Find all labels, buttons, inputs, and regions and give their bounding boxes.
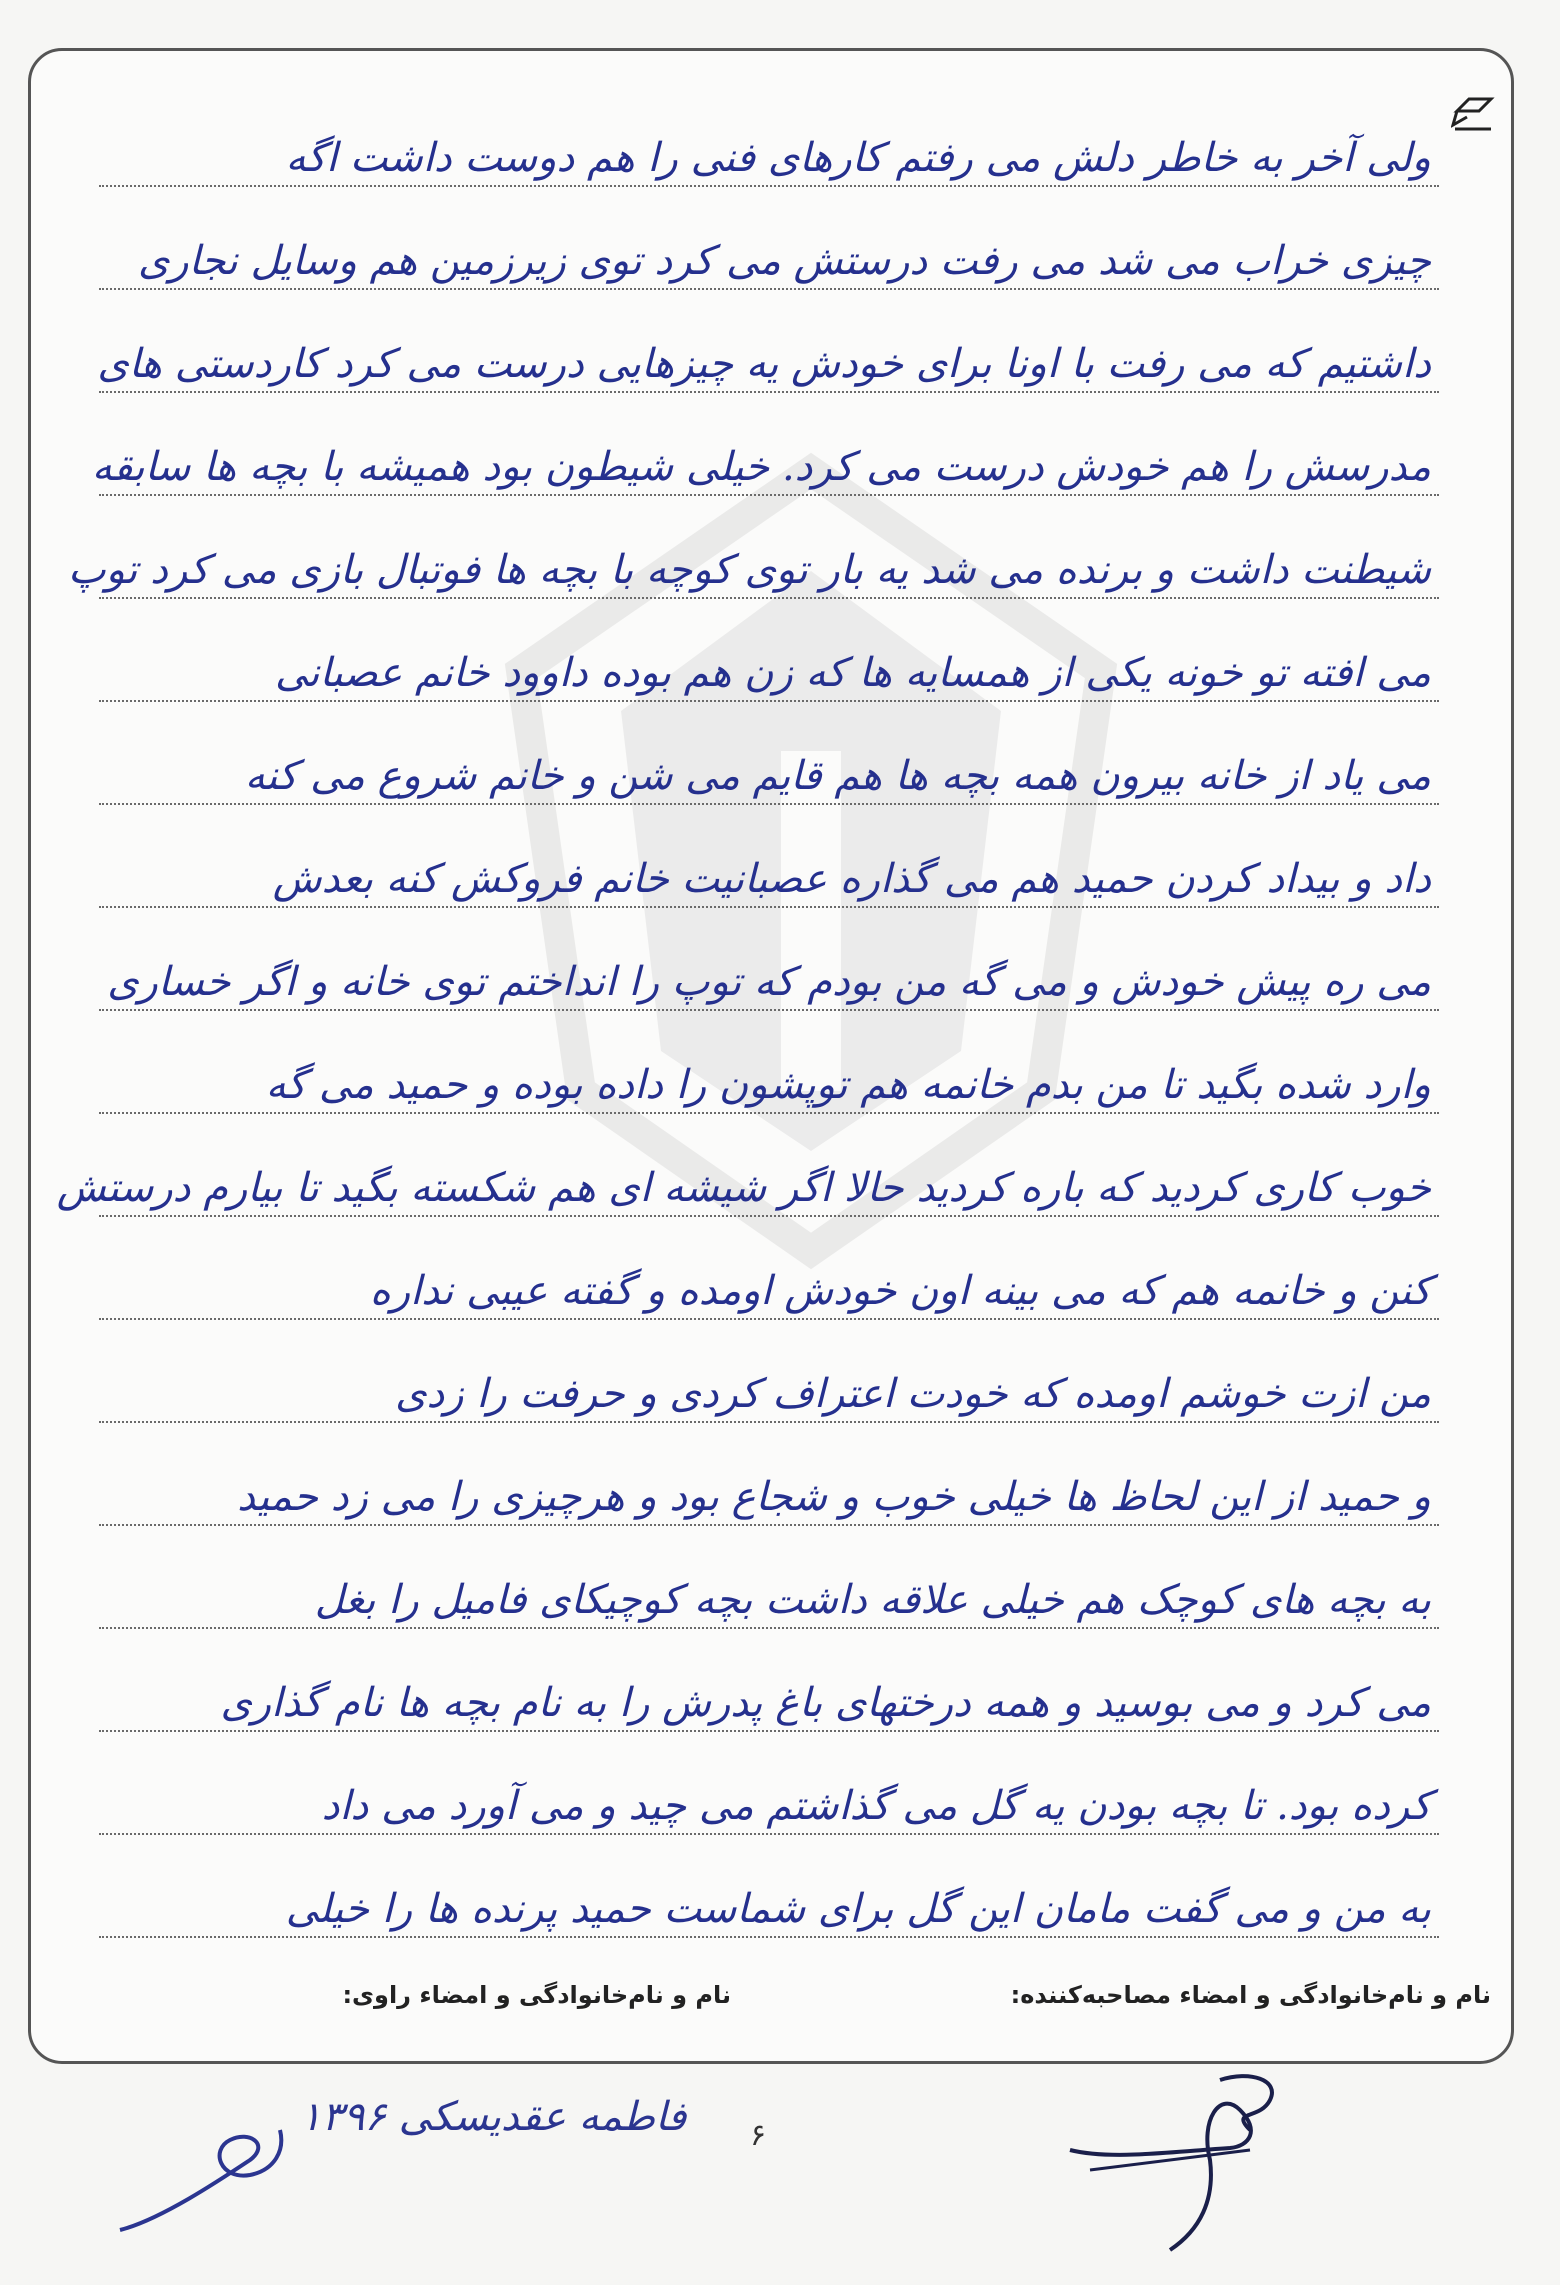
interviewer-signature <box>1050 2060 1310 2270</box>
line-text: می ره پیش خودش و می گه من بودم که توپ را انداختم توی خانه و اگر خساری <box>107 959 1431 1005</box>
line-text: می یاد از خانه بیرون همه بچه ها هم قایم می شن و خانم شروع می کنه <box>244 753 1431 799</box>
narrator-signature-text: فاطمه عقدیسکی ۱۳۹۶ <box>300 2094 687 2140</box>
handwritten-line <box>99 194 1439 290</box>
handwritten-line <box>56 1121 1439 1217</box>
handwritten-line <box>99 297 1439 393</box>
page-frame <box>28 48 1514 2064</box>
handwritten-line <box>99 1224 1439 1320</box>
handwritten-line <box>67 503 1439 599</box>
line-text: خوب کاری کردید که باره کردید حالا اگر شیشه ای هم شکسته بگید تا بیارم درستش <box>56 1165 1431 1211</box>
line-text: و حمید از این لحاظ ها خیلی خوب و شجاع بود و هرچیزی را می زد حمید <box>237 1474 1431 1520</box>
text-lines <box>31 51 1511 2061</box>
handwritten-line <box>99 915 1439 1011</box>
page-number: ۶ <box>750 2118 767 2153</box>
line-text: داشتیم که می رفت با اونا برای خودش یه چیزهایی درست می کرد کاردستی های <box>97 341 1431 387</box>
interviewer-label: نام و نام‌خانوادگی و امضاء مصاحبه‌کننده: <box>1010 1981 1491 2009</box>
handwritten-line <box>99 1018 1439 1114</box>
handwritten-line <box>99 1327 1439 1423</box>
handwritten-line <box>99 1636 1439 1732</box>
handwritten-line <box>99 91 1439 187</box>
handwritten-line <box>99 1533 1439 1629</box>
line-text: ولی آخر به خاطر دلش می رفتم کارهای فنی را هم دوست داشت اگه <box>285 135 1431 181</box>
handwritten-line <box>99 606 1439 702</box>
line-text: چیزی خراب می شد می رفت درستش می کرد توی زیرزمین هم وسایل نجاری <box>137 238 1431 284</box>
signature-labels <box>31 1981 1511 2041</box>
narrator-signature-flourish <box>100 2100 300 2250</box>
handwritten-line <box>91 400 1439 496</box>
handwritten-line <box>99 1739 1439 1835</box>
line-text: می افته تو خونه یکی از همسایه ها که زن هم بوده داوود خانم عصبانی <box>274 650 1431 696</box>
narrator-label: نام و نام‌خانوادگی و امضاء راوی: <box>342 1981 731 2009</box>
below-frame-area <box>0 2060 1560 2285</box>
line-text: داد و بیداد کردن حمید هم می گذاره عصبانیت خانم فروکش کنه بعدش <box>272 856 1431 902</box>
line-text: مدرسش را هم خودش درست می کرد. خیلی شیطون بود همیشه با بچه ها سابقه <box>91 444 1431 490</box>
line-text: کرده بود. تا بچه بودن یه گل می گذاشتم می چید و می آورد می داد <box>321 1783 1431 1829</box>
line-text: به بچه های کوچک هم خیلی علاقه داشت بچه کوچیکای فامیل را بغل <box>314 1577 1431 1623</box>
handwritten-line <box>99 709 1439 805</box>
handwritten-line <box>99 1430 1439 1526</box>
line-text: می کرد و می بوسید و همه درختهای باغ پدرش را به نام بچه ها نام گذاری <box>220 1680 1431 1726</box>
line-text: کنن و خانمه هم که می بینه اون خودش اومده و گفته عیبی نداره <box>369 1268 1431 1314</box>
line-text: من ازت خوشم اومده که خودت اعتراف کردی و حرفت را زدی <box>395 1371 1431 1417</box>
handwritten-line <box>99 1842 1439 1938</box>
line-text: شیطنت داشت و برنده می شد یه بار توی کوچه با بچه ها فوتبال بازی می کرد توپ <box>67 547 1431 593</box>
line-text: به من و می گفت مامان این گل برای شماست حمید پرنده ها را خیلی <box>285 1886 1431 1932</box>
line-text: وارد شده بگید تا من بدم خانمه هم توپشون را داده بوده و حمید می گه <box>265 1062 1431 1108</box>
handwritten-line <box>99 812 1439 908</box>
